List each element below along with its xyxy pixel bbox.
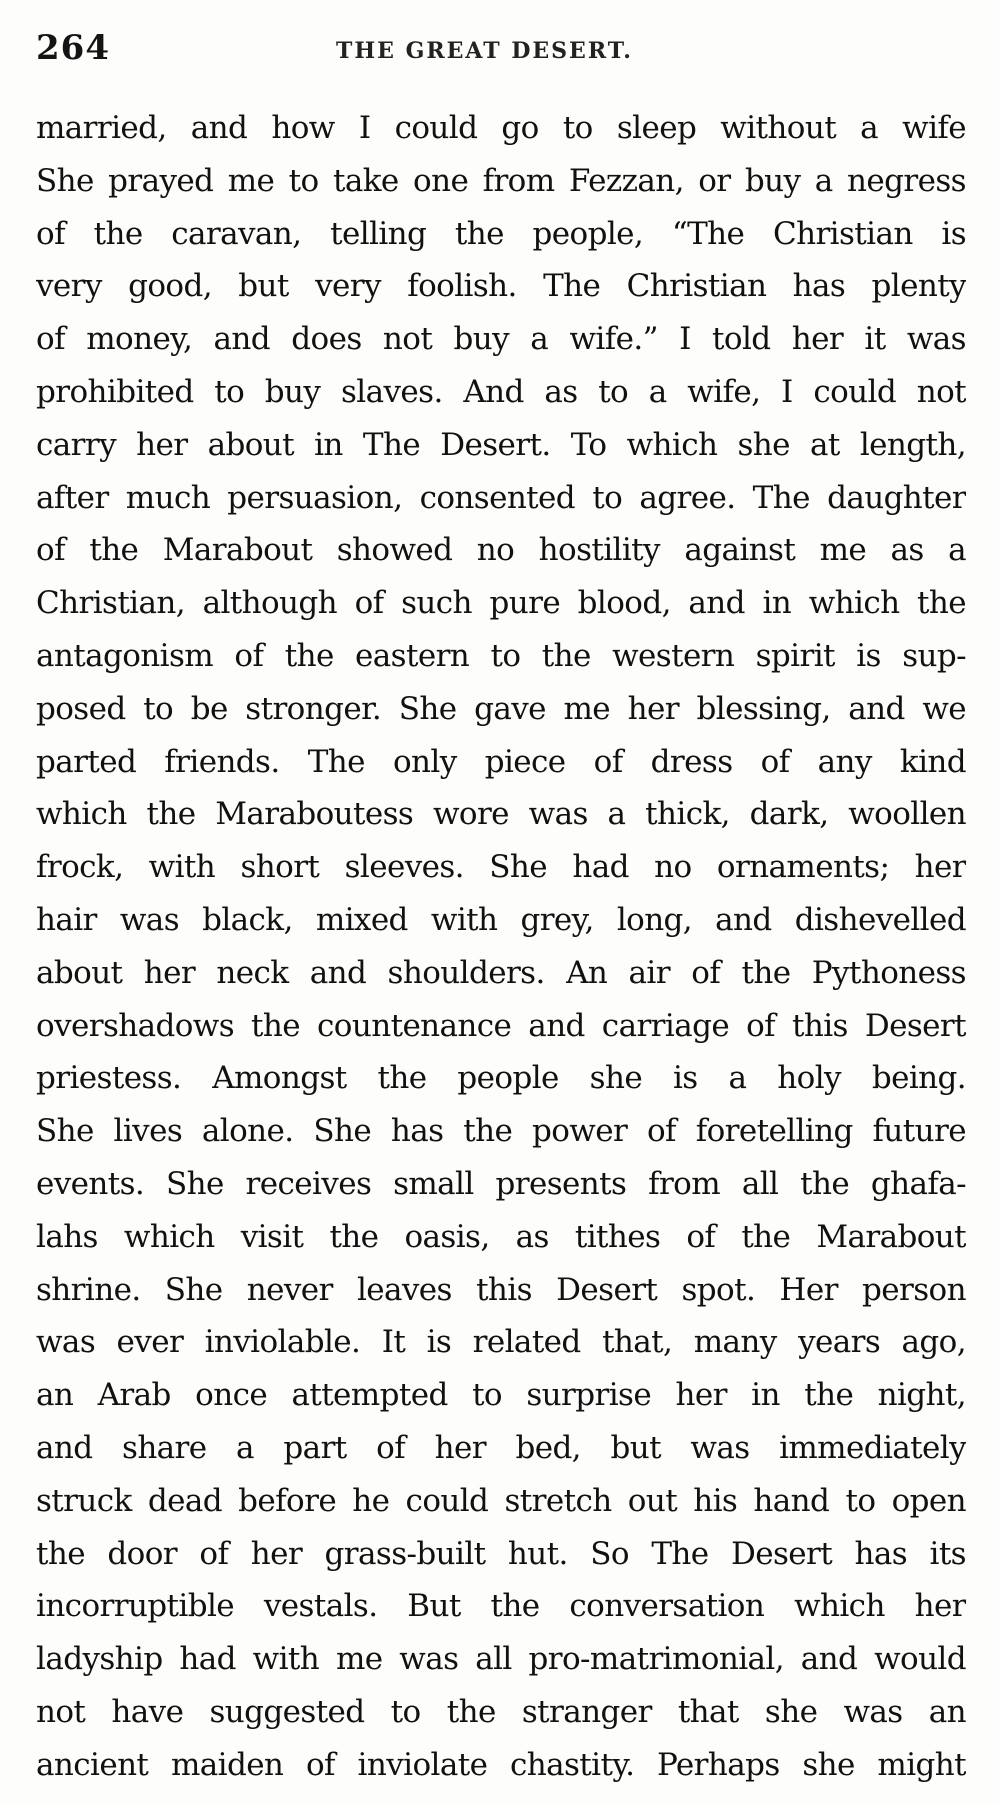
text-line: She lives alone. She has the power of foretelling future bbox=[36, 1113, 966, 1150]
text-line: ancient maiden of inviolate chastity. Perhaps she might bbox=[36, 1746, 966, 1783]
text-line: hair was black, mixed with grey, long, and dishevelled bbox=[36, 901, 966, 938]
text-line: shrine. She never leaves this Desert spot. Her person bbox=[36, 1271, 966, 1308]
text-line: posed to be stronger. She gave me her blessing, and we bbox=[36, 690, 966, 727]
text-line: parted friends. The only piece of dress of any kind bbox=[36, 743, 966, 780]
text-line: struck dead before he could stretch out his hand to open bbox=[36, 1482, 966, 1519]
text-line: incorruptible vestals. But the conversation which her bbox=[36, 1588, 966, 1625]
text-line: after much persuasion, consented to agree. The daughter bbox=[36, 479, 966, 516]
text-line: of money, and does not buy a wife.” I told her it was bbox=[36, 321, 966, 358]
text-line: of the Marabout showed no hostility against me as a bbox=[36, 532, 966, 569]
text-line: which the Maraboutess wore was a thick, dark, woollen bbox=[36, 796, 966, 833]
text-line: Christian, although of such pure blood, and in which the bbox=[36, 585, 966, 622]
page-number: 264 bbox=[36, 28, 110, 68]
text-line: lahs which visit the oasis, as tithes of the Marabout bbox=[36, 1218, 966, 1255]
text-line: about her neck and shoulders. An air of the Pythoness bbox=[36, 954, 966, 991]
text-line: antagonism of the eastern to the western spirit is sup- bbox=[36, 637, 966, 674]
text-line: not have suggested to the stranger that she was an bbox=[36, 1693, 966, 1730]
text-line: and share a part of her bed, but was immediately bbox=[36, 1429, 966, 1466]
text-line: married, and how I could go to sleep without a wife bbox=[36, 110, 966, 146]
text-line: priestess. Amongst the people she is a holy being. bbox=[36, 1060, 966, 1097]
text-line: prohibited to buy slaves. And as to a wife, I could not bbox=[36, 373, 966, 410]
text-line: overshadows the countenance and carriage of this Desert bbox=[36, 1007, 966, 1044]
text-line: carry her about in The Desert. To which she at length, bbox=[36, 426, 966, 463]
body-text bbox=[36, 102, 966, 1792]
text-line: an Arab once attempted to surprise her in the night, bbox=[36, 1377, 966, 1414]
text-line: events. She receives small presents from all the ghafa- bbox=[36, 1165, 966, 1202]
text-line: frock, with short sleeves. She had no ornaments; her bbox=[36, 849, 966, 886]
text-line: was ever inviolable. It is related that, many years ago, bbox=[36, 1324, 966, 1361]
text-line: of the caravan, telling the people, “The Christian is bbox=[36, 215, 966, 252]
text-line: ladyship had with me was all pro-matrimonial, and would bbox=[36, 1641, 966, 1678]
running-head bbox=[36, 28, 966, 78]
running-title: THE GREAT DESERT. bbox=[336, 38, 633, 64]
text-line: She prayed me to take one from Fezzan, or buy a negress bbox=[36, 162, 966, 199]
text-line: the door of her grass-built hut. So The Desert has its bbox=[36, 1535, 966, 1572]
text-line: very good, but very foolish. The Christian has plenty bbox=[36, 268, 966, 305]
